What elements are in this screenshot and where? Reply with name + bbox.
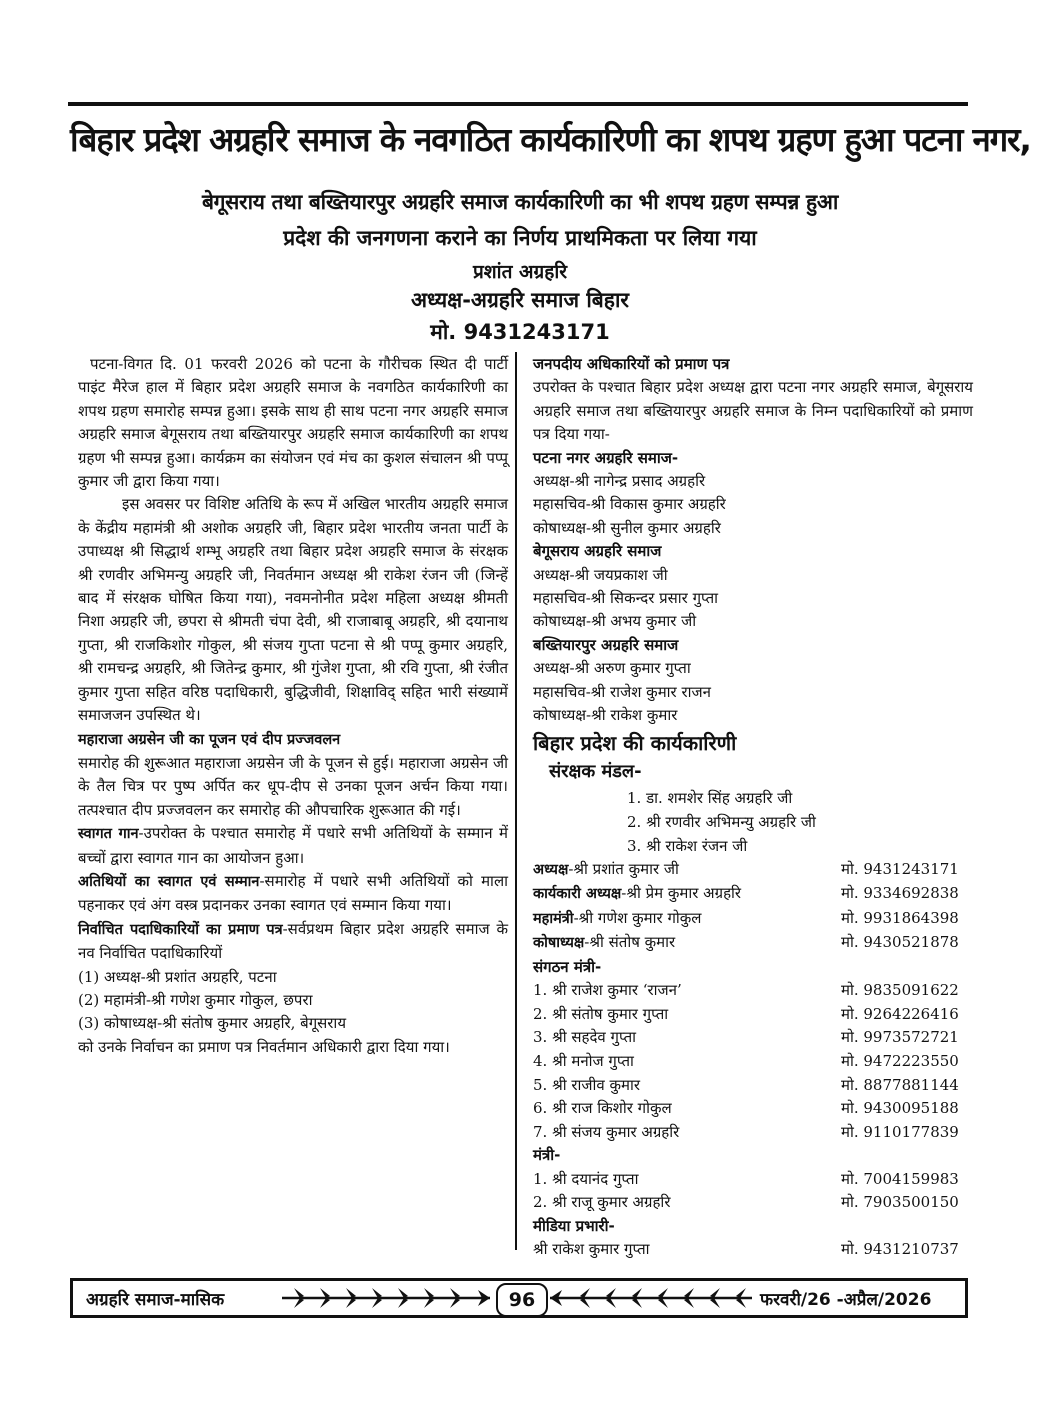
org-minister-row bbox=[533, 1074, 973, 1098]
guardian-board-heading: संरक्षक मंडल- bbox=[549, 760, 642, 782]
media-phone: मो. 9431210737 bbox=[841, 1240, 959, 1259]
subheadline-2: प्रदेश की जनगणना कराने का निर्णय प्राथमिकता पर लिया गया bbox=[283, 226, 757, 250]
guardian-item: 2. श्री रणवीर अभिमन्यु अग्रहरि जी bbox=[627, 812, 816, 831]
left-vine-ornament-icon bbox=[280, 1285, 492, 1311]
officer-row bbox=[533, 858, 973, 883]
column-divider bbox=[515, 352, 517, 1250]
worship-text: समारोह की शुरूआत महाराजा अग्रसेन जी के पूजन से हुई। महाराजा अग्रसेन जी के तैल चित्र पर पुष्प अर्पित कर धूप-दीप से उनका पूजन अर्चन किया गया। तत्पश्चात दीप प्रज्जवलन कर समारोह की औपचारिक शुरूआत की गई। bbox=[78, 753, 508, 819]
officer-role: महामंत्री bbox=[533, 910, 574, 927]
bakhtiyarpur-officer: कोषाध्यक्ष-श्री राकेश कुमार bbox=[533, 706, 678, 725]
guest-honor-text: -समारोह में पधारे सभी अतिथियों को माला पहनाकर एवं अंग वस्त्र प्रदानकर उनका स्वागत एवं सम्मान किया गया। bbox=[78, 871, 509, 915]
minister-row bbox=[533, 1191, 973, 1215]
patna-officer: कोषाध्यक्ष-श्री सुनील कुमार अग्रहरि bbox=[533, 518, 721, 537]
bakhtiyarpur-officer: अध्यक्ष-श्री अरुण कुमार गुप्ता bbox=[533, 659, 691, 678]
worship-heading: महाराजा अग्रसेन जी का पूजन एवं दीप प्रज्जवलन bbox=[78, 731, 341, 748]
guest-honor-heading: अतिथियों का स्वागत एवं सम्मान bbox=[78, 873, 260, 890]
subheadline-1: बेगूसराय तथा बख्तियारपुर अग्रहरि समाज कार्यकारिणी का भी शपथ ग्रहण सम्पन्न हुआ bbox=[201, 190, 839, 214]
worship-section bbox=[78, 728, 508, 823]
org-minister-phone: मो. 9973572721 bbox=[841, 1028, 959, 1047]
bakhtiyarpur-officer: महासचिव-श्री राजेश कुमार राजन bbox=[533, 682, 711, 701]
issue-date: फरवरी/26 -अप्रैल/2026 bbox=[760, 1290, 932, 1310]
officer-role: कार्यकारी अध्यक्ष bbox=[533, 886, 622, 903]
org-minister-phone: मो. 9110177839 bbox=[841, 1122, 959, 1141]
state-executive-heading: बिहार प्रदेश की कार्यकारिणी bbox=[533, 730, 737, 755]
certificate-text: -सर्वप्रथम बिहार प्रदेश अग्रहरि समाज के नव निर्वाचित पदाधिकारियों bbox=[78, 919, 508, 963]
author-title: अध्यक्ष-अग्रहरि समाज बिहार bbox=[411, 288, 629, 312]
elected-item: (2) महामंत्री-श्री गणेश कुमार गोकुल, छपरा bbox=[78, 990, 313, 1009]
district-heading: जनपदीय अधिकारियों को प्रमाण पत्र bbox=[533, 355, 730, 373]
org-minister-name: 2. श्री संतोष कुमार गुप्ता bbox=[533, 1004, 669, 1023]
officer-phone: मो. 9334692838 bbox=[841, 884, 959, 903]
officer-name: -श्री संतोष कुमार bbox=[584, 933, 676, 952]
welcome-song-heading: स्वागत गान bbox=[78, 826, 139, 843]
org-minister-name: 1. श्री राजेश कुमार ‘राजन’ bbox=[533, 981, 682, 1000]
officer-phone: मो. 9431243171 bbox=[841, 859, 959, 878]
media-row bbox=[533, 1238, 973, 1262]
officer-role: अध्यक्ष bbox=[533, 861, 569, 878]
page-number: 96 bbox=[496, 1283, 548, 1317]
officer-name: -श्री गणेश कुमार गोकुल bbox=[573, 908, 702, 927]
author-name: प्रशांत अग्रहरि bbox=[472, 261, 568, 283]
minister-phone: मो. 7903500150 bbox=[841, 1193, 959, 1212]
org-minister-row bbox=[533, 1003, 973, 1027]
patna-heading: पटना नगर अग्रहरि समाज- bbox=[533, 448, 679, 467]
org-minister-row bbox=[533, 1050, 973, 1074]
author-phone: मो. 9431243171 bbox=[430, 320, 610, 344]
minister-phone: मो. 7004159983 bbox=[841, 1169, 959, 1188]
guest-honor-section bbox=[78, 870, 508, 918]
officer-name: -श्री प्रशांत कुमार जी bbox=[568, 859, 679, 878]
guests-paragraph: इस अवसर पर विशिष्ट अतिथि के रूप में अखिल भारतीय अग्रहरि समाज के केंद्रीय महामंत्री श्री अशोक अग्रहरि जी, बिहार प्रदेश भारतीय जनता पार्टी के उपाध्यक्ष श्री सिद्धार्थ शम्भू अग्रहरि तथा बिहार प्रदेश अग्रहरि समाज के संरक्षक श्री रणवीर अभिमन्यु अग्रहरि जी, निवर्तमान अध्यक्ष श्री राकेश रंजन जी (जिन्हें बाद में संरक्षक घोषित किया गया), नवमनोनीत प्रदेश महिला अध्यक्ष श्रीमती निशा अग्रहरि जी, छपरा से श्रीमती चंपा देवी, श्री राजाबाबू अग्रहरि, श्री दयानाथ गुप्ता, श्री राजकिशोर गोकुल, श्री संजय गुप्ता पटना से श्री पप्पू कुमार अग्रहरि, श्री रामचन्द्र अग्रहरि, श्री जितेन्द्र कुमार, श्री गुंजेश गुप्ता, श्री रवि गुप्ता, श्री रंजीत कुमार गुप्ता सहित वरिष्ठ पदाधिकारी, बुद्धिजीवी, शिक्षाविद् सहित भारी संख्यामें समाजजन उपस्थित थे। bbox=[78, 495, 508, 725]
officer-row bbox=[533, 882, 973, 907]
ministers-heading: मंत्री- bbox=[533, 1146, 561, 1165]
org-minister-name: 4. श्री मनोज गुप्ता bbox=[533, 1052, 634, 1071]
officer-name: -श्री प्रेम कुमार अग्रहरि bbox=[621, 884, 742, 903]
headline: बिहार प्रदेश अग्रहरि समाज के नवगठित कार्यकारिणी का शपथ ग्रहण हुआ पटना नगर, bbox=[70, 120, 1031, 159]
org-minister-phone: मो. 9430095188 bbox=[841, 1099, 959, 1118]
guardian-item: 1. डा. शमशेर सिंह अग्रहरि जी bbox=[627, 788, 793, 807]
guardian-item: 3. श्री राकेश रंजन जी bbox=[627, 836, 748, 855]
begusarai-officer: अध्यक्ष-श्री जयप्रकाश जी bbox=[533, 565, 668, 584]
welcome-song-section bbox=[78, 822, 508, 870]
right-vine-ornament-icon bbox=[548, 1285, 754, 1311]
officer-role: कोषाध्यक्ष bbox=[533, 935, 585, 952]
org-minister-phone: मो. 9472223550 bbox=[841, 1052, 959, 1071]
begusarai-officer: कोषाध्यक्ष-श्री अभय कुमार जी bbox=[533, 612, 697, 631]
minister-name: 1. श्री दयानंद गुप्ता bbox=[533, 1169, 639, 1188]
org-minister-row bbox=[533, 1026, 973, 1050]
intro-paragraph: पटना-विगत दि. 01 फरवरी 2026 को पटना के गौरीचक स्थित दी पार्टी पाइंट मैरेज हाल में बिहार प्रदेश अग्रहरि समाज के नवगठित कार्यकारिणी का शपथ ग्रहण समारोह सम्पन्न हुआ। इसके साथ ही साथ पटना नगर अग्रहरि समाज अग्रहरि समाज बेगूसराय तथा बख्तियारपुर अग्रहरि समाज कार्यकारिणी का शपथ ग्रहण भी सम्पन्न हुआ। कार्यक्रम का संयोजन एवं मंच का कुशल संचालन श्री पप्पू कुमार जी द्वारा किया गया। bbox=[78, 355, 508, 491]
patna-officer: अध्यक्ष-श्री नागेन्द्र प्रसाद अग्रहरि bbox=[533, 472, 706, 491]
welcome-song-text: -उपरोक्त के पश्चात समारोह में पधारे सभी अतिथियों के सम्मान में बच्चों द्वारा स्वागत गान का आयोजन हुआ। bbox=[78, 824, 508, 867]
officer-row bbox=[533, 907, 973, 932]
bakhtiyarpur-heading: बख्तियारपुर अग्रहरि समाज bbox=[533, 635, 679, 654]
officer-phone: मो. 9430521878 bbox=[841, 933, 959, 952]
right-column bbox=[533, 353, 973, 1262]
org-minister-name: 5. श्री राजीव कुमार bbox=[533, 1075, 641, 1094]
patna-officer: महासचिव-श्री विकास कुमार अग्रहरि bbox=[533, 495, 726, 514]
org-minister-row bbox=[533, 1097, 973, 1121]
certificate-section bbox=[78, 918, 508, 966]
org-minister-name: 7. श्री संजय कुमार अग्रहरि bbox=[533, 1122, 680, 1141]
org-minister-phone: मो. 9835091622 bbox=[841, 981, 959, 1000]
minister-row bbox=[533, 1168, 973, 1192]
media-heading: मीडिया प्रभारी- bbox=[533, 1217, 615, 1236]
org-minister-phone: मो. 8877881144 bbox=[841, 1075, 959, 1094]
officer-row bbox=[533, 931, 973, 956]
top-rule bbox=[68, 102, 968, 106]
magazine-name: अग्रहरि समाज-मासिक bbox=[86, 1290, 225, 1310]
begusarai-officer: महासचिव-श्री सिकन्दर प्रसार गुप्ता bbox=[533, 589, 719, 608]
elected-item: (3) कोषाध्यक्ष-श्री संतोष कुमार अग्रहरि, बेगूसराय bbox=[78, 1014, 347, 1033]
org-minister-phone: मो. 9264226416 bbox=[841, 1004, 959, 1023]
elected-item: (1) अध्यक्ष-श्री प्रशांत अग्रहरि, पटना bbox=[78, 967, 277, 986]
org-minister-row bbox=[533, 1121, 973, 1145]
begusarai-heading: बेगूसराय अग्रहरि समाज bbox=[533, 542, 662, 561]
certificate-heading: निर्वाचित पदाधिकारियों का प्रमाण पत्र bbox=[78, 921, 283, 938]
officer-phone: मो. 9931864398 bbox=[841, 908, 959, 927]
org-minister-name: 3. श्री सहदेव गुप्ता bbox=[533, 1028, 637, 1047]
org-minister-name: 6. श्री राज किशोर गोकुल bbox=[533, 1099, 672, 1118]
organization-ministers-heading: संगठन मंत्री- bbox=[533, 957, 602, 976]
certificate-closing: को उनके निर्वाचन का प्रमाण पत्र निवर्तमान अधिकारी द्वारा दिया गया। bbox=[78, 1037, 450, 1056]
org-minister-row bbox=[533, 979, 973, 1003]
left-column bbox=[78, 353, 508, 1059]
district-intro: उपरोक्त के पश्चात बिहार प्रदेश अध्यक्ष द्वारा पटना नगर अग्रहरि समाज, बेगूसराय अग्रहरि समाज तथा बख्तियारपुर अग्रहरि समाज के निम्न पदाधिकारियों को प्रमाण पत्र दिया गया- bbox=[533, 378, 973, 444]
media-name: श्री राकेश कुमार गुप्ता bbox=[533, 1240, 650, 1259]
minister-name: 2. श्री राजू कुमार अग्रहरि bbox=[533, 1193, 671, 1212]
